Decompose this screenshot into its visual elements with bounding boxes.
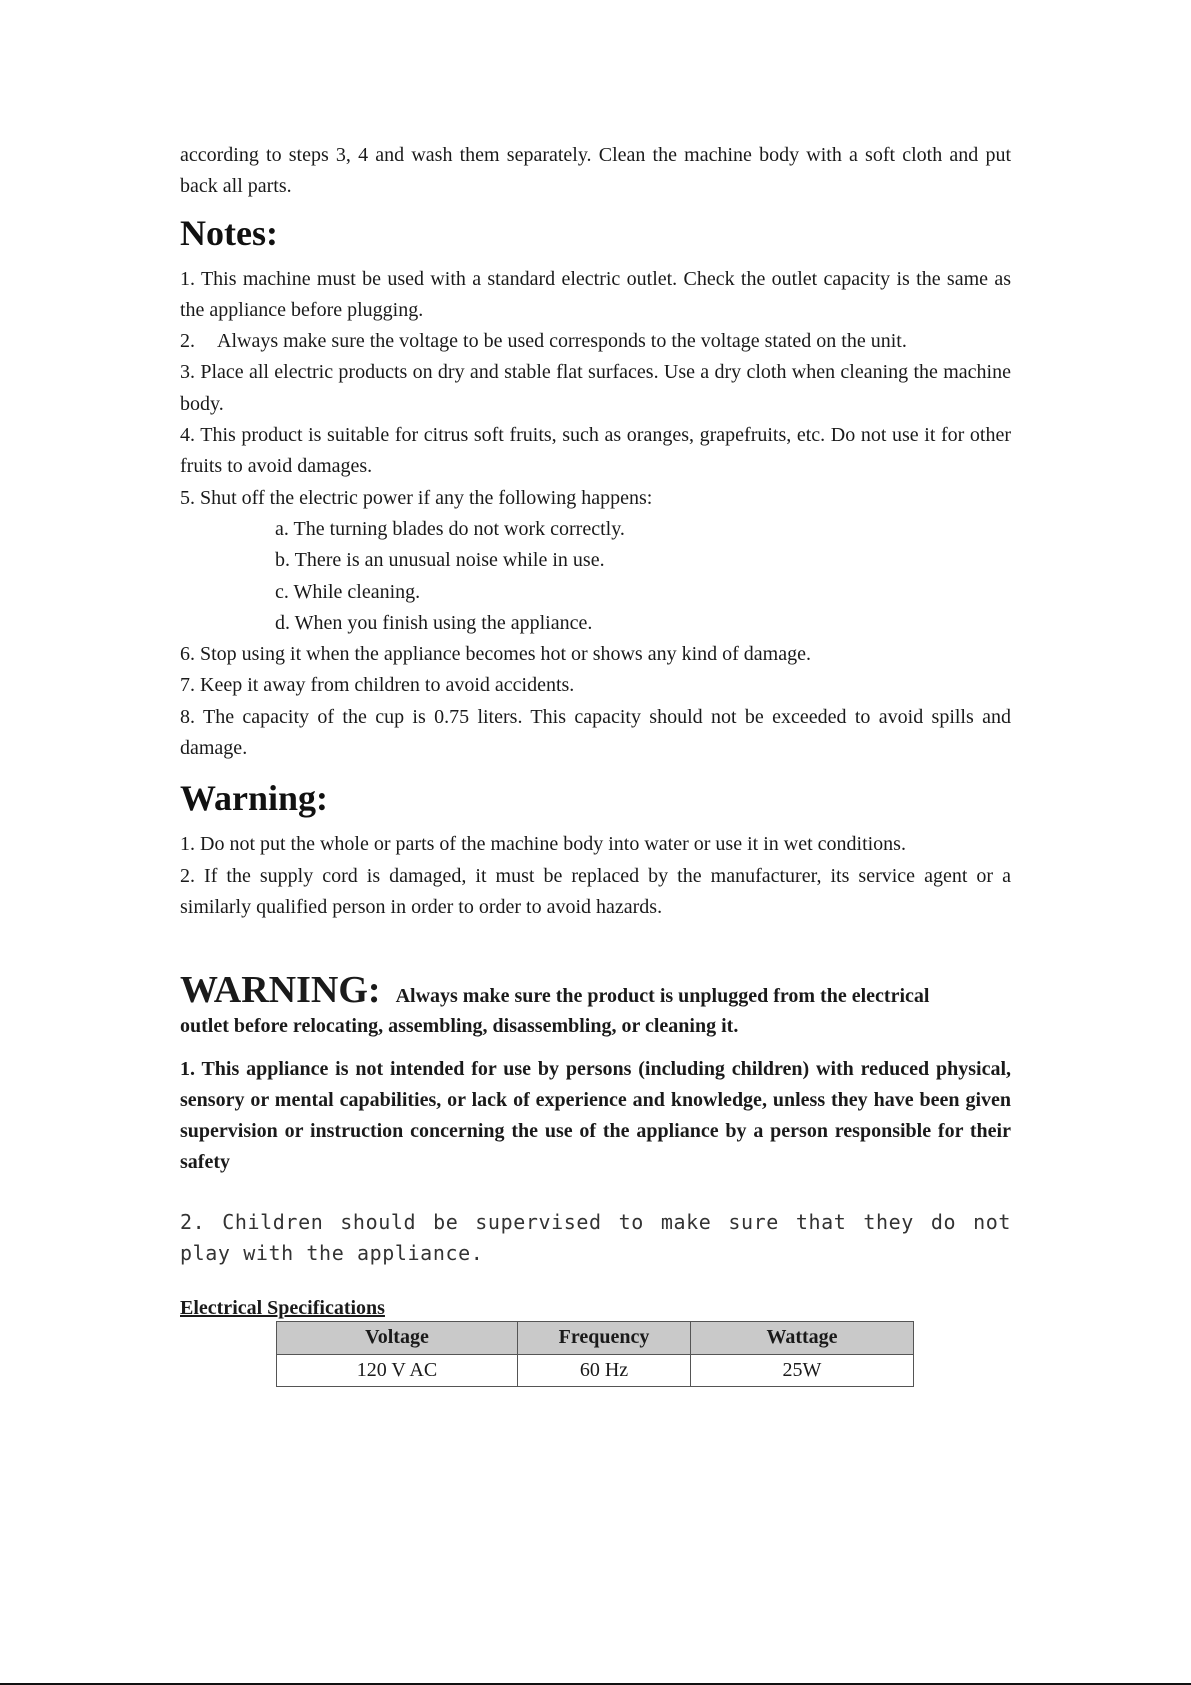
- specs-cell-wattage: 25W: [691, 1354, 914, 1386]
- note-2: [180, 326, 1011, 357]
- note-5-sub-d: d. When you finish using the appliance.: [275, 611, 593, 634]
- intro-paragraph: according to steps 3, 4 and wash them separately. Clean the machine body with a soft cloth and put back all parts.: [180, 144, 1011, 198]
- warning-2: 2. If the supply cord is damaged, it must be replaced by the manufacturer, its service agent or a similarly qualified person in order to order to avoid hazards.: [180, 864, 1011, 918]
- note-5-sub-a: a. The turning blades do not work correctly.: [275, 517, 625, 540]
- note-4: 4. This product is suitable for citrus soft fruits, such as oranges, grapefruits, etc. Do not use it for other fruits to avoid damages.: [180, 424, 1011, 478]
- warning-caps-item-2: 2. Children should be supervised to make sure that they do not play with the appliance.: [180, 1209, 1011, 1266]
- warning-caps-inline: Always make sure the product is unplugged from the electrical: [395, 985, 930, 1008]
- specs-header-voltage: Voltage: [277, 1322, 518, 1354]
- warning-heading: Warning:: [180, 778, 329, 819]
- specs-header-frequency: Frequency: [518, 1322, 691, 1354]
- note-5-sub-b: b. There is an unusual noise while in use.: [275, 549, 605, 572]
- specs-cell-voltage: 120 V AC: [277, 1354, 518, 1386]
- specs-header-row: [277, 1322, 914, 1354]
- warning-caps-item-1: 1. This appliance is not intended for use by persons (including children) with reduced physical, sensory or mental capabilities, or lack of experience and knowledge, unless they have been given supervision or instruction concerning the use of the appliance by a person responsible for their safety: [180, 1057, 1011, 1174]
- note-7: 7. Keep it away from children to avoid accidents.: [180, 674, 575, 697]
- notes-heading: Notes:: [180, 212, 278, 253]
- note-5: 5. Shut off the electric power if any the following happens:: [180, 486, 653, 509]
- note-8: 8. The capacity of the cup is 0.75 liters. This capacity should not be exceeded to avoid spills and damage.: [180, 705, 1011, 760]
- note-2-text: Always make sure the voltage to be used corresponds to the voltage stated on the unit.: [217, 330, 907, 353]
- specs-table: [276, 1321, 914, 1387]
- specs-header-wattage: Wattage: [691, 1322, 914, 1354]
- specs-title: Electrical Specifications: [180, 1297, 385, 1320]
- document-page: [180, 140, 1011, 1387]
- note-3: 3. Place all electric products on dry and stable flat surfaces. Use a dry cloth when cleaning the machine body.: [180, 361, 1011, 415]
- warning-1: 1. Do not put the whole or parts of the machine body into water or use it in wet conditions.: [180, 833, 906, 856]
- table-row: [277, 1354, 914, 1386]
- specs-cell-frequency: 60 Hz: [518, 1354, 691, 1386]
- note-2-number: 2.: [180, 330, 195, 353]
- warning-caps-heading: WARNING:: [180, 969, 381, 1012]
- note-5-sub-c: c. While cleaning.: [275, 580, 421, 603]
- warning-caps-continuation: outlet before relocating, assembling, disassembling, or cleaning it.: [180, 1015, 739, 1038]
- note-6: 6. Stop using it when the appliance becomes hot or shows any kind of damage.: [180, 643, 811, 666]
- note-1: 1. This machine must be used with a standard electric outlet. Check the outlet capacity is the same as the appliance before plugging.: [180, 267, 1011, 321]
